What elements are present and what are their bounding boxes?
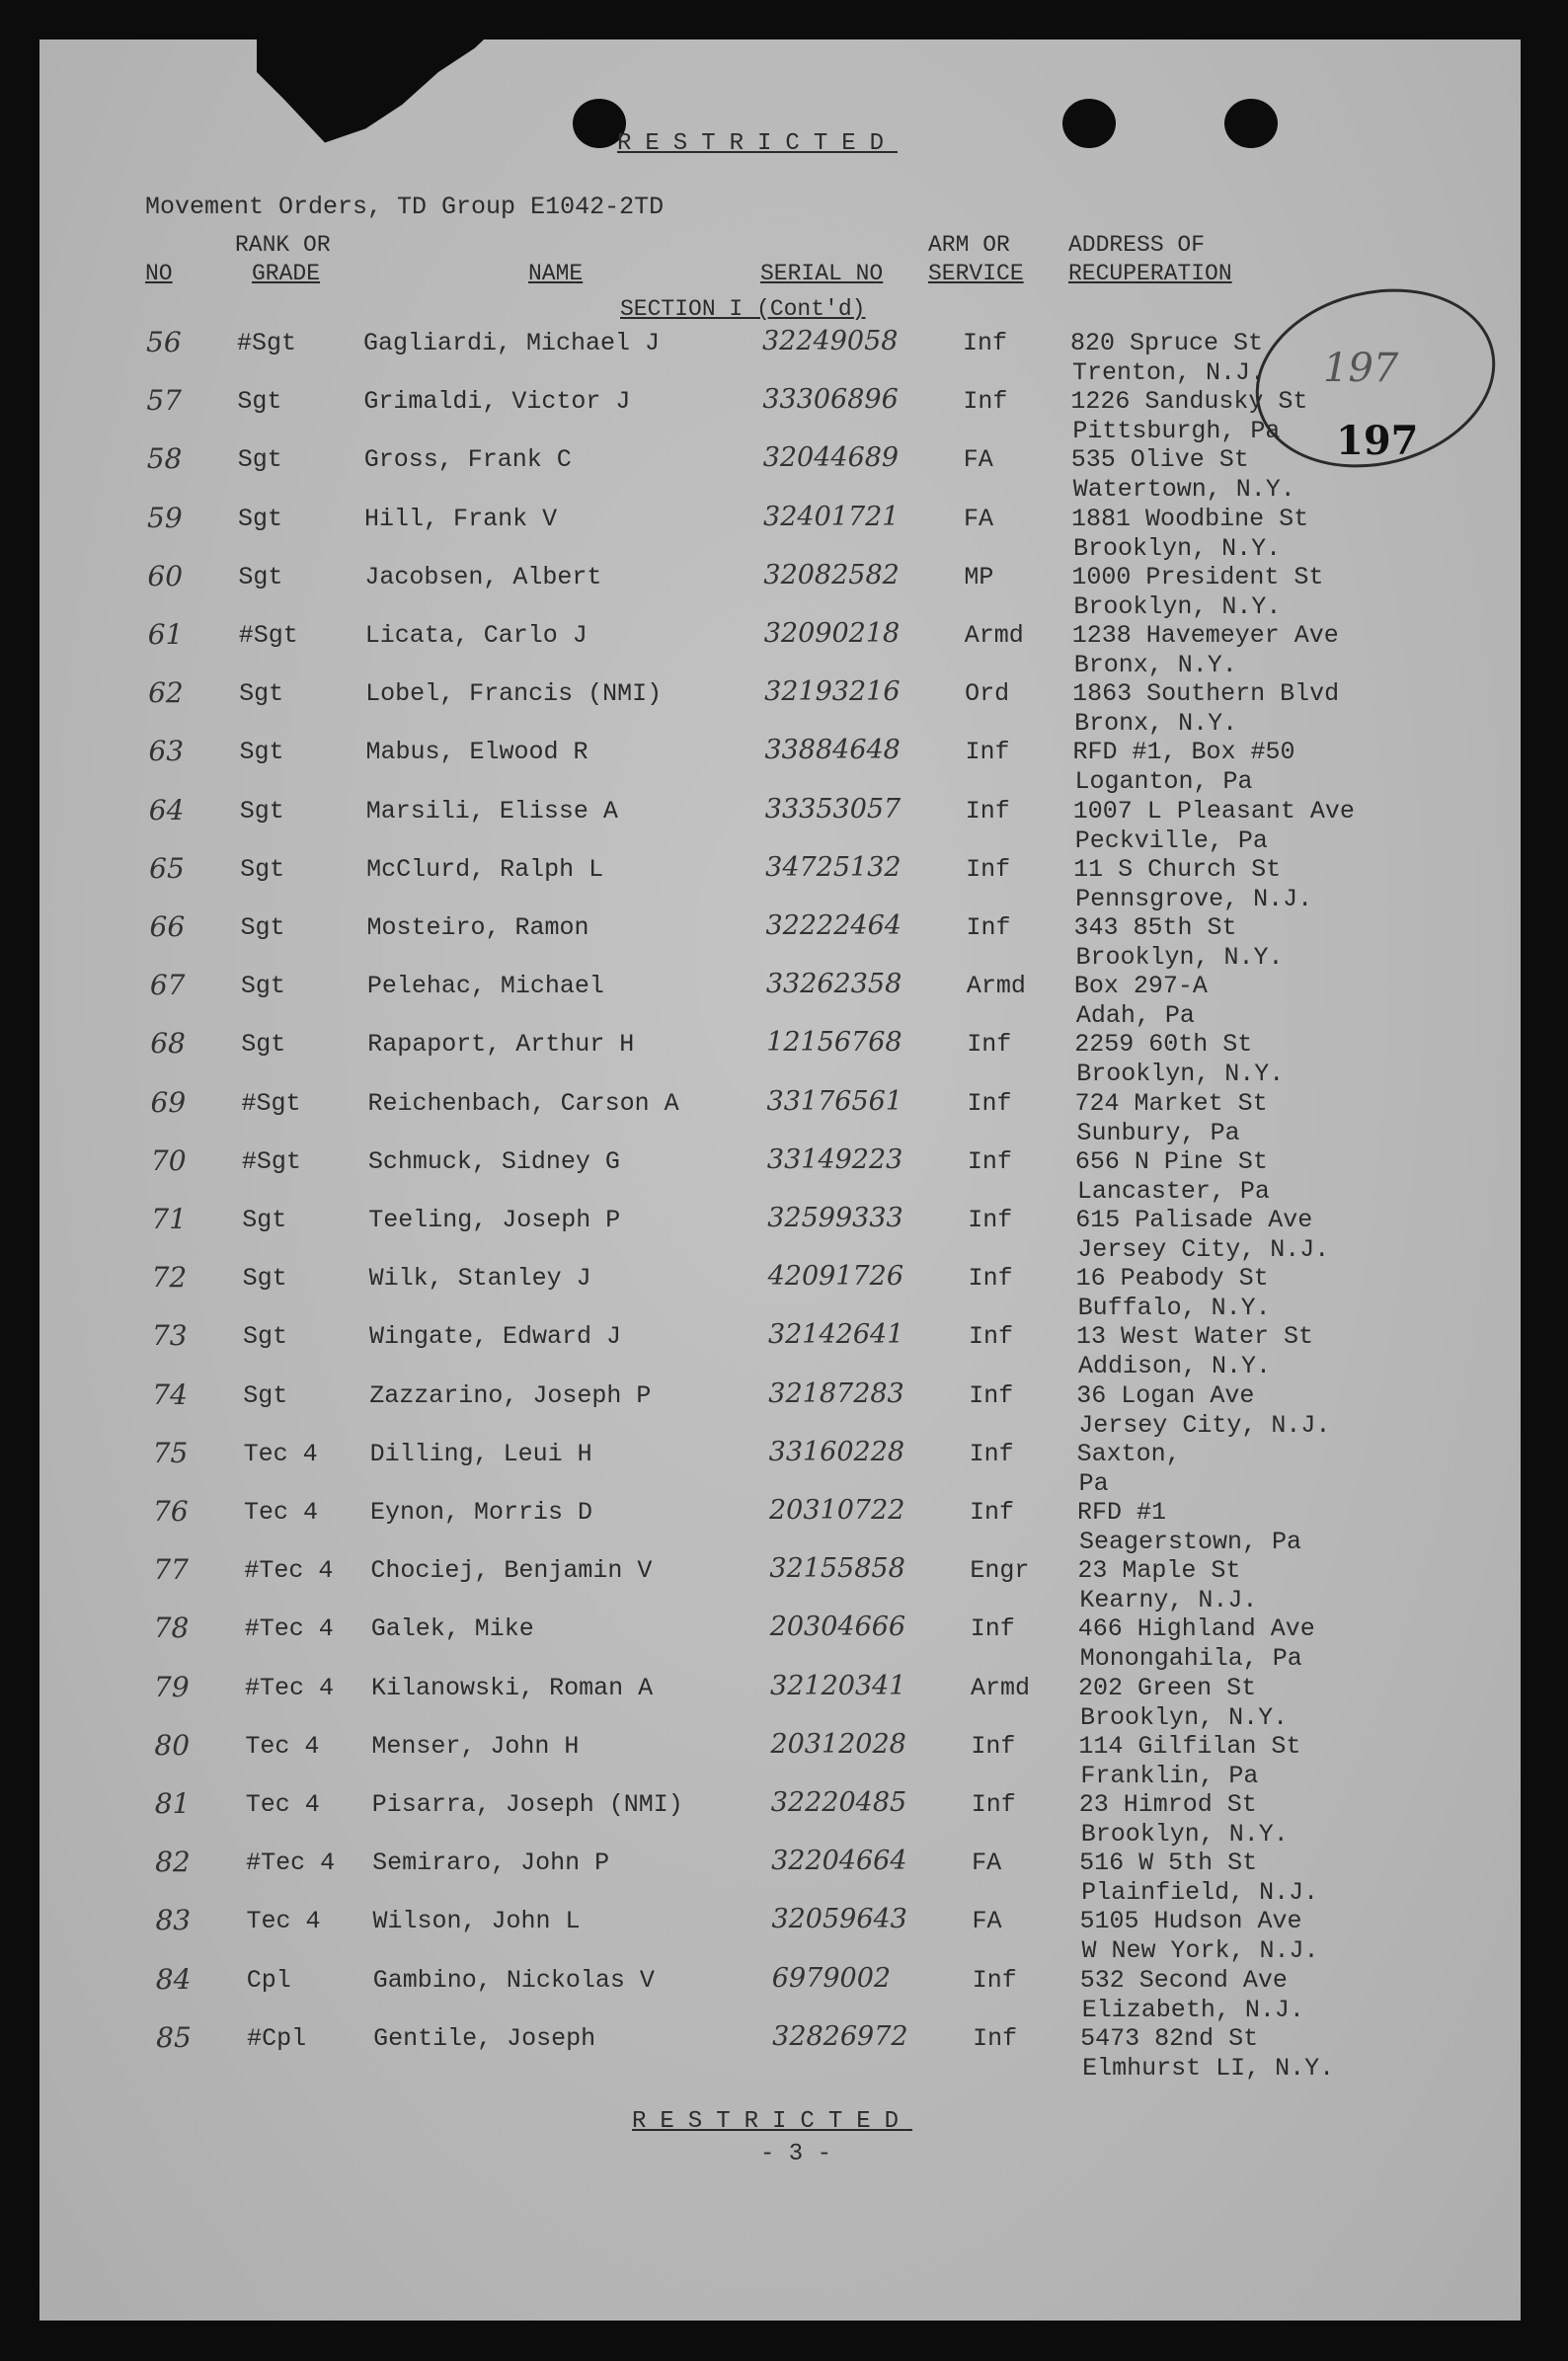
row-address-line1: 16 Peabody St	[1075, 1264, 1269, 1294]
row-rank: #Sgt	[241, 1088, 301, 1118]
row-arm: Inf	[970, 1614, 1015, 1644]
row-address-line2: Elmhurst LI, N.Y.	[1082, 2053, 1335, 2083]
row-address-line2: Elizabeth, N.J.	[1081, 1995, 1304, 2024]
row-address-line1: 1226 Sandusky St	[1070, 387, 1308, 417]
row-arm: FA	[964, 504, 994, 533]
row-address-line2: Jersey City, N.J.	[1077, 1235, 1330, 1264]
row-address-line1: 23 Himrod St	[1078, 1790, 1257, 1819]
row-address-line2: Sunbury, Pa	[1076, 1118, 1240, 1147]
row-arm: Inf	[966, 913, 1011, 942]
row-address-line1: 5473 82nd St	[1080, 2023, 1259, 2053]
row-address-line2: Pittsburgh, Pa	[1072, 417, 1281, 446]
punch-hole	[1062, 99, 1116, 148]
restricted-header: RESTRICTED	[617, 130, 899, 157]
row-address-line1: 820 Spruce St	[1070, 329, 1264, 357]
col-header-no: NO	[145, 261, 173, 286]
row-serial: 32090218	[763, 618, 901, 649]
row-address-line2: Kearny, N.J.	[1079, 1586, 1258, 1615]
row-rank: Cpl	[246, 1965, 291, 1995]
row-name: Rapaport, Arthur H	[367, 1030, 635, 1060]
row-rank: Sgt	[239, 738, 284, 767]
row-address-line2: Monongahila, Pa	[1079, 1644, 1302, 1674]
row-rank: Tec 4	[245, 1731, 320, 1761]
row-number: 84	[155, 1962, 192, 1996]
row-number: 81	[154, 1787, 191, 1820]
row-name: Dilling, Leui H	[369, 1439, 592, 1468]
row-address-line2: Addison, N.Y.	[1077, 1352, 1271, 1381]
row-serial: 33884648	[764, 735, 901, 766]
row-arm: Inf	[967, 1088, 1012, 1118]
row-name: Eynon, Morris D	[370, 1498, 593, 1527]
row-address-line2: Peckville, Pa	[1074, 826, 1268, 855]
row-rank: Sgt	[242, 1322, 287, 1352]
row-address-line1: RFD #1, Box #50	[1072, 738, 1295, 767]
row-address-line1: 11 S Church St	[1073, 854, 1282, 884]
row-address-line1: Box 297-A	[1073, 972, 1208, 1001]
row-rank: #Tec 4	[246, 1849, 336, 1878]
row-number: 70	[150, 1143, 187, 1177]
col-header-arm-1: ARM OR	[928, 232, 1010, 258]
row-rank: Sgt	[238, 504, 283, 533]
row-serial: 32082582	[763, 559, 900, 590]
row-address-line1: 1238 Havemeyer Ave	[1071, 621, 1339, 650]
row-arm: Inf	[968, 1264, 1013, 1294]
row-number: 75	[152, 1436, 189, 1469]
row-address-line2: Brooklyn, N.Y.	[1076, 1060, 1285, 1089]
row-serial: 12156768	[766, 1027, 902, 1059]
row-rank: #Sgt	[237, 329, 297, 357]
row-address-line2: Bronx, N.Y.	[1074, 709, 1238, 739]
row-name: Teeling, Joseph P	[368, 1206, 621, 1234]
row-arm: Inf	[971, 1731, 1016, 1761]
row-number: 67	[149, 969, 186, 1002]
row-address-line1: 114 Gilfilan St	[1078, 1731, 1301, 1761]
row-rank: Sgt	[239, 796, 284, 826]
row-address-line1: 13 West Water St	[1075, 1322, 1313, 1352]
row-address-line1: 466 Highland Ave	[1077, 1614, 1315, 1644]
row-address-line1: 1000 President St	[1071, 562, 1324, 591]
row-name: Grimaldi, Victor J	[363, 387, 631, 417]
row-address-line1: 202 Green St	[1078, 1673, 1257, 1702]
row-serial: 32220485	[770, 1787, 907, 1818]
col-header-serial: SERIAL NO	[760, 261, 884, 286]
row-serial: 32204664	[771, 1846, 907, 1877]
row-rank: Sgt	[240, 854, 285, 884]
row-serial: 33149223	[766, 1143, 903, 1175]
row-name: Gagliardi, Michael J	[363, 329, 661, 357]
row-number: 83	[155, 1904, 192, 1937]
row-name: Zazzarino, Joseph P	[369, 1380, 652, 1410]
row-number: 71	[151, 1203, 187, 1235]
row-arm: Inf	[968, 1322, 1013, 1352]
row-arm: Inf	[963, 387, 1008, 417]
torn-corner	[257, 39, 484, 148]
col-header-arm-2: SERVICE	[928, 261, 1024, 286]
row-name: Chociej, Benjamin V	[370, 1556, 653, 1586]
row-name: Reichenbach, Carson A	[367, 1088, 679, 1118]
row-address-line1: Saxton,	[1076, 1439, 1181, 1468]
row-address-line1: 535 Olive St	[1070, 445, 1249, 475]
row-arm: Inf	[971, 1790, 1016, 1819]
row-number: 59	[147, 501, 183, 534]
row-name: Pelehac, Michael	[366, 972, 604, 1001]
row-address-line1: 2259 60th St	[1074, 1030, 1253, 1060]
row-name: Hill, Frank V	[364, 504, 558, 533]
row-arm: Inf	[970, 1498, 1015, 1527]
row-number: 61	[147, 618, 184, 651]
row-name: Schmuck, Sidney G	[367, 1146, 620, 1176]
row-arm: Inf	[963, 329, 1008, 357]
row-address-line1: 23 Maple St	[1077, 1556, 1241, 1586]
row-name: McClurd, Ralph L	[366, 854, 604, 884]
row-serial: 33160228	[768, 1436, 905, 1467]
row-name: Galek, Mike	[370, 1614, 534, 1644]
row-address-line2: Brooklyn, N.Y.	[1073, 533, 1282, 563]
row-arm: Inf	[968, 1206, 1013, 1234]
row-address-line2: Loganton, Pa	[1074, 767, 1253, 797]
row-serial: 32193216	[764, 676, 901, 708]
row-rank: Sgt	[242, 1264, 287, 1294]
document-title: Movement Orders, TD Group E1042-2TD	[145, 193, 665, 221]
row-address-line2: Brooklyn, N.Y.	[1075, 943, 1284, 972]
row-arm: Engr	[970, 1556, 1030, 1586]
row-rank: #Cpl	[247, 2023, 307, 2053]
row-address-line2: W New York, N.J.	[1081, 1936, 1319, 1966]
page-number: - 3 -	[760, 2141, 832, 2167]
row-serial: 33353057	[764, 793, 902, 825]
row-address-line1: 1007 L Pleasant Ave	[1072, 796, 1355, 826]
row-rank: Sgt	[239, 679, 284, 709]
row-arm: FA	[972, 1849, 1002, 1878]
row-rank: Tec 4	[243, 1439, 318, 1468]
row-rank: Sgt	[243, 1380, 288, 1410]
row-name: Wilson, John L	[372, 1907, 581, 1936]
row-address-line1: 615 Palisade Ave	[1075, 1206, 1313, 1234]
row-number: 56	[146, 326, 182, 358]
row-number: 79	[154, 1670, 190, 1703]
row-name: Gambino, Nickolas V	[372, 1965, 655, 1995]
row-rank: #Sgt	[238, 621, 298, 650]
row-serial: 32826972	[772, 2020, 908, 2052]
row-address-line1: 724 Market St	[1074, 1088, 1268, 1118]
row-arm: Inf	[965, 738, 1010, 767]
col-header-address-2: RECUPERATION	[1068, 261, 1232, 286]
row-name: Wingate, Edward J	[368, 1322, 621, 1352]
row-serial: 32222464	[765, 910, 902, 941]
row-serial: 20310722	[769, 1495, 905, 1526]
row-rank: #Tec 4	[244, 1556, 334, 1586]
row-number: 85	[156, 2020, 192, 2054]
row-serial: 42091726	[767, 1261, 904, 1293]
row-address-line1: RFD #1	[1077, 1498, 1167, 1527]
row-arm: Inf	[969, 1380, 1014, 1410]
row-serial: 32044689	[762, 442, 900, 474]
row-number: 77	[153, 1553, 189, 1587]
row-number: 66	[149, 910, 186, 943]
row-number: 69	[150, 1085, 187, 1119]
row-serial: 32401721	[763, 501, 900, 532]
row-arm: Armd	[964, 621, 1024, 650]
row-arm: Inf	[966, 854, 1011, 884]
row-address-line2: Watertown, N.Y.	[1072, 475, 1295, 505]
row-serial: 33176561	[766, 1085, 902, 1117]
col-header-address-1: ADDRESS OF	[1068, 232, 1206, 258]
row-number: 74	[152, 1377, 188, 1411]
row-name: Gross, Frank C	[363, 445, 572, 475]
row-arm: Inf	[969, 1439, 1014, 1468]
row-name: Gentile, Joseph	[373, 2023, 596, 2053]
row-number: 57	[146, 384, 182, 418]
row-arm: Inf	[965, 796, 1010, 826]
row-name: Mosteiro, Ramon	[366, 913, 589, 942]
row-rank: Sgt	[240, 972, 285, 1001]
row-number: 76	[153, 1495, 189, 1528]
row-name: Jacobsen, Albert	[364, 562, 602, 591]
col-header-name: NAME	[528, 261, 584, 286]
row-rank: Tec 4	[244, 1498, 319, 1527]
row-rank: Sgt	[238, 562, 283, 591]
row-rank: Sgt	[240, 913, 285, 942]
row-rank: Sgt	[242, 1206, 287, 1234]
row-number: 82	[155, 1846, 191, 1879]
row-address-line2: Adah, Pa	[1075, 1001, 1195, 1031]
row-number: 72	[151, 1261, 188, 1295]
row-rank: Tec 4	[246, 1907, 321, 1936]
row-number: 68	[150, 1027, 186, 1061]
row-address-line2: Seagerstown, Pa	[1079, 1528, 1302, 1556]
row-serial: 32120341	[770, 1670, 906, 1701]
row-arm: Armd	[971, 1673, 1031, 1702]
row-address-line2: Buffalo, N.Y.	[1077, 1294, 1271, 1323]
row-name: Marsili, Elisse A	[365, 796, 618, 826]
row-serial: 33306896	[762, 384, 899, 416]
row-serial: 20312028	[770, 1728, 906, 1760]
row-name: Kilanowski, Roman A	[371, 1673, 654, 1702]
row-address-line1: 36 Logan Ave	[1076, 1380, 1255, 1410]
row-serial: 32155858	[769, 1553, 905, 1585]
row-serial: 32599333	[767, 1203, 903, 1233]
row-number: 64	[148, 793, 185, 826]
row-address-line1: 1881 Woodbine St	[1071, 504, 1309, 533]
row-number: 60	[147, 559, 184, 592]
row-address-line2: Brooklyn, N.Y.	[1080, 1820, 1289, 1849]
row-address-line2: Pa	[1078, 1468, 1109, 1498]
row-number: 62	[148, 676, 184, 710]
row-name: Lobel, Francis (NMI)	[365, 679, 663, 709]
row-name: Wilk, Stanley J	[368, 1264, 591, 1294]
row-address-line2: Lancaster, Pa	[1076, 1176, 1270, 1206]
row-rank: Sgt	[241, 1030, 286, 1060]
row-serial: 32142641	[767, 1319, 904, 1351]
row-address-line2: Jersey City, N.J.	[1078, 1410, 1331, 1440]
row-arm: Armd	[966, 972, 1026, 1001]
row-address-line1: 656 N Pine St	[1074, 1146, 1268, 1176]
row-address-line1: 532 Second Ave	[1079, 1965, 1288, 1995]
row-rank: #Sgt	[241, 1146, 301, 1176]
row-number: 73	[151, 1319, 188, 1353]
row-arm: Inf	[972, 1965, 1017, 1995]
restricted-footer: RESTRICTED	[632, 2108, 913, 2135]
row-name: Pisarra, Joseph (NMI)	[371, 1790, 683, 1819]
row-address-line1: 343 85th St	[1073, 913, 1237, 942]
row-number: 78	[153, 1612, 190, 1645]
row-arm: FA	[972, 1907, 1002, 1936]
row-name: Licata, Carlo J	[364, 621, 588, 650]
col-header-rank-2: GRADE	[252, 261, 321, 286]
row-address-line1: 516 W 5th St	[1079, 1849, 1258, 1878]
row-address-line2: Franklin, Pa	[1080, 1761, 1259, 1790]
row-number: 80	[154, 1728, 191, 1762]
row-serial: 33262358	[765, 969, 902, 1000]
row-address-line2: Trenton, N.J.	[1072, 358, 1266, 387]
row-serial: 32059643	[771, 1904, 907, 1935]
row-arm: FA	[963, 445, 993, 475]
col-header-rank-1: RANK OR	[235, 232, 331, 258]
row-number: 65	[149, 851, 185, 885]
row-name: Mabus, Elwood R	[365, 738, 588, 767]
stamp-number: 197	[1336, 418, 1419, 464]
row-number: 58	[146, 442, 183, 476]
row-arm: MP	[964, 562, 994, 591]
row-rank: Sgt	[237, 445, 282, 475]
row-address-line1: 1863 Southern Blvd	[1072, 679, 1340, 709]
row-arm: Inf	[967, 1030, 1012, 1060]
row-name: Menser, John H	[371, 1731, 580, 1761]
row-serial: 6979002	[771, 1962, 892, 1994]
row-serial: 32249058	[762, 326, 899, 356]
row-number: 63	[148, 735, 185, 768]
row-serial: 20304666	[769, 1612, 906, 1643]
row-address-line2: Plainfield, N.J.	[1081, 1878, 1319, 1908]
row-rank: #Tec 4	[244, 1614, 334, 1644]
row-rank: Sgt	[237, 387, 282, 417]
row-arm: Inf	[967, 1146, 1012, 1176]
row-name: Semiraro, John P	[372, 1849, 610, 1878]
punch-hole	[1224, 99, 1278, 148]
row-serial: 34725132	[765, 851, 902, 883]
row-address-line2: Brooklyn, N.Y.	[1080, 1702, 1289, 1732]
row-rank: #Tec 4	[245, 1673, 335, 1702]
section-heading: SECTION I (Cont'd)	[620, 296, 866, 322]
row-arm: Ord	[965, 679, 1010, 709]
row-address-line2: Pennsgrove, N.J.	[1075, 884, 1313, 913]
row-arm: Inf	[973, 2023, 1018, 2053]
stamp-handwriting: 197	[1323, 346, 1399, 391]
row-serial: 32187283	[768, 1377, 904, 1409]
row-address-line2: Brooklyn, N.Y.	[1073, 591, 1282, 621]
row-address-line1: 5105 Hudson Ave	[1079, 1907, 1302, 1936]
row-address-line2: Bronx, N.Y.	[1073, 651, 1237, 679]
row-rank: Tec 4	[245, 1790, 320, 1819]
